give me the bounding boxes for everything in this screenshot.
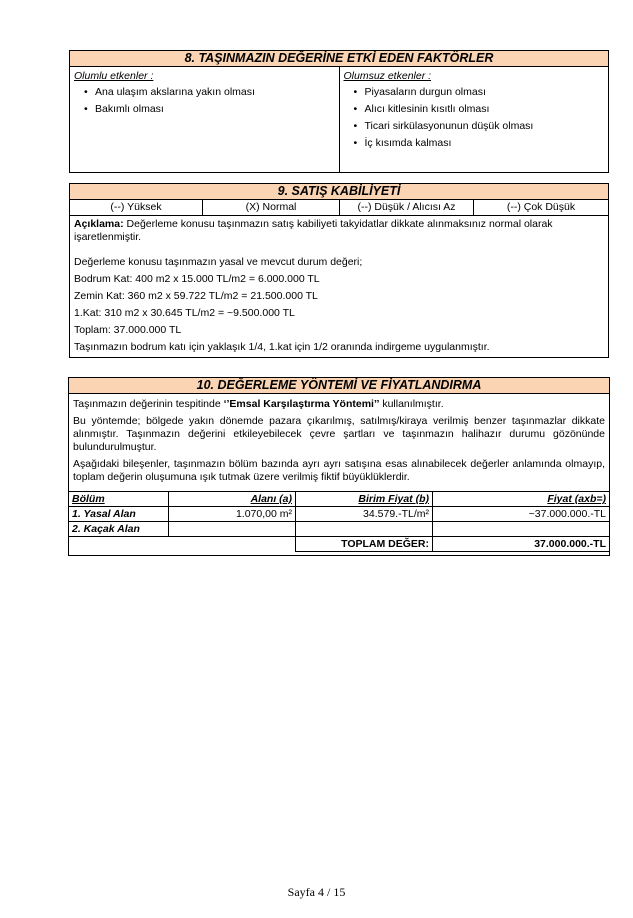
section8-title: 8. TAŞINMAZIN DEĞERİNE ETKİ EDEN FAKTÖRLER xyxy=(70,51,608,67)
section-valuation-method xyxy=(68,377,610,556)
value-line: Bodrum Kat: 400 m2 x 15.000 TL/m2 = 6.000.000 TL xyxy=(74,273,320,285)
row-area: 1.070,00 m² xyxy=(169,507,296,522)
valuation-table xyxy=(68,491,610,552)
negative-factors-column xyxy=(339,67,609,172)
row-price: ~37.000.000.-TL xyxy=(433,507,610,522)
method-name: ‘’Emsal Karşılaştırma Yöntemi’’ xyxy=(223,398,380,410)
value-line: 1.Kat: 310 m2 x 30.645 TL/m2 = ~9.500.000 TL xyxy=(74,307,295,319)
total-row xyxy=(69,537,610,552)
section-value-factors xyxy=(69,50,609,173)
method-description: Bu yöntemde; bölgede yakın dönemde pazara çıkarılmış, satılmış/kiraya verilmiş benzer taşınmazlar dikkate alınmıştır. Taşınmazın değerini etkileyebilecek çevre şartları ve taşınmazın halihazır durumu gözönünde bulundurulmuştur. xyxy=(73,415,605,453)
total-value: 37.000.000.-TL xyxy=(433,537,610,552)
components-note: Aşağıdaki bileşenler, taşınmazın bölüm bazında ayrı ayrı satışına esas alınabilecek değerler anlamında olmayıp, toplam değerin oluşumuna ışık tutmak üzere verilmiş fiktif büyüklüklerdir. xyxy=(73,458,605,483)
row-unit-price: 34.579.-TL/m² xyxy=(296,507,433,522)
method-text-post: kullanılmıştır. xyxy=(379,398,444,410)
aciklama-paragraph xyxy=(74,218,604,244)
row-price xyxy=(433,522,610,537)
sales-ability-options xyxy=(70,200,608,216)
negative-factors-heading: Olumsuz etkenler : xyxy=(343,70,432,82)
section9-title: 9. SATIŞ KABİLİYETİ xyxy=(70,184,608,200)
section-sales-ability xyxy=(69,183,609,358)
table-row xyxy=(69,507,610,522)
option-low: (--) Düşük / Alıcısı Az xyxy=(339,200,473,215)
section10-title: 10. DEĞERLEME YÖNTEMİ VE FİYATLANDIRMA xyxy=(69,378,609,394)
row-label: 2. Kaçak Alan xyxy=(69,522,169,537)
option-normal: (X) Normal xyxy=(202,200,339,215)
table-header-row xyxy=(69,492,610,507)
positive-factor-item: • Ana ulaşım akslarına yakın olması xyxy=(84,84,339,101)
header-fiyat: Fiyat (axb=) xyxy=(433,492,610,507)
value-total-line: Toplam: 37.000.000 TL xyxy=(74,324,182,336)
option-very-low: (--) Çok Düşük xyxy=(473,200,608,215)
positive-factors-column xyxy=(70,67,339,172)
table-row xyxy=(69,522,610,537)
header-bolum: Bölüm xyxy=(69,492,169,507)
value-intro: Değerleme konusu taşınmazın yasal ve mevcut durum değeri; xyxy=(74,256,363,268)
total-label: TOPLAM DEĞER: xyxy=(296,537,433,552)
value-line: Zemin Kat: 360 m2 x 59.722 TL/m2 = 21.500.000 TL xyxy=(74,290,318,302)
negative-factor-item: • Piyasaların durgun olması xyxy=(354,84,609,101)
method-text-pre: Taşınmazın değerinin tespitinde xyxy=(73,398,224,410)
positive-factors-heading: Olumlu etkenler : xyxy=(74,70,154,82)
positive-factor-item: • Bakımlı olması xyxy=(84,101,339,118)
method-paragraph xyxy=(73,398,605,411)
reduction-note: Taşınmazın bodrum katı için yaklaşık 1/4, 1.kat için 1/2 oranında indirgeme uygulanmıştır. xyxy=(74,341,490,353)
negative-factor-item: • İç kısımda kalması xyxy=(354,135,609,152)
row-unit-price xyxy=(296,522,433,537)
row-label: 1. Yasal Alan xyxy=(69,507,169,522)
row-area xyxy=(169,522,296,537)
aciklama-label: Açıklama: xyxy=(74,218,124,230)
negative-factor-item: • Ticari sirkülasyonunun düşük olması xyxy=(354,118,609,135)
header-alan: Alanı (a) xyxy=(169,492,296,507)
negative-factor-item: • Alıcı kitlesinin kısıtlı olması xyxy=(354,101,609,118)
header-birim-fiyat: Birim Fiyat (b) xyxy=(296,492,433,507)
aciklama-text: Değerleme konusu taşınmazın satış kabiliyeti takyidatlar dikkate alınmaksınız normal olarak işaretlenmiştir. xyxy=(74,218,553,243)
option-high: (--) Yüksek xyxy=(110,201,162,213)
page-number: Sayfa 4 / 15 xyxy=(287,885,346,899)
